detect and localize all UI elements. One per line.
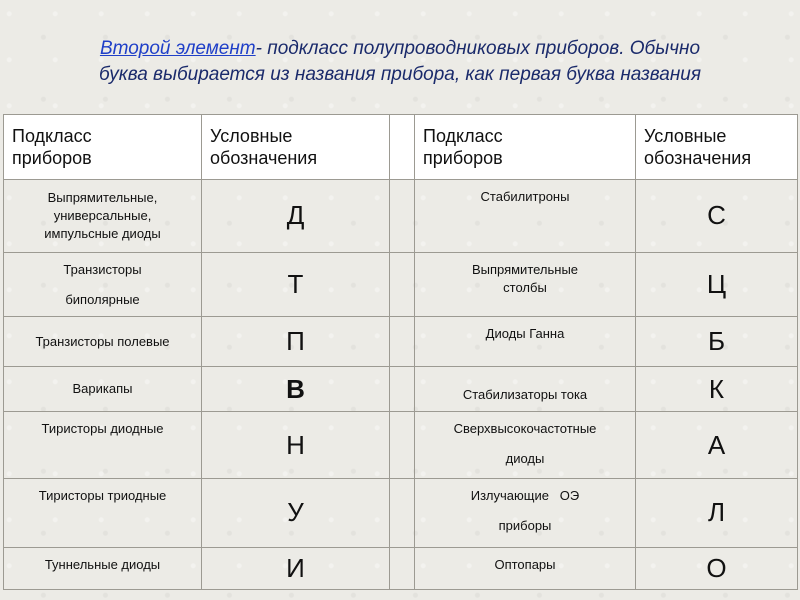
table-row [4,252,798,317]
device-name-line: Туннельные диоды [44,556,161,572]
spacer-cell [390,252,415,317]
device-name-line: Тиристоры диодные [41,421,164,437]
device-code: Ц [636,252,798,317]
device-name-line: столбы [503,279,547,295]
device-name [4,252,202,317]
slide-title [0,36,800,88]
device-code: С [636,180,798,253]
header-text: приборов [423,148,503,168]
header-spacer [390,115,415,180]
device-code: К [636,366,798,411]
device-name-line: Излучающие ОЭ [470,487,580,503]
title-line-1 [0,36,800,62]
device-name [4,547,202,589]
header-subclass-right [415,115,636,180]
device-name [415,180,636,253]
header-text: обозначения [210,148,318,168]
title-line-1-rest: - подкласс полупроводниковых приборов. Обычно [255,38,701,59]
designation-table [3,114,798,590]
device-name [4,478,202,547]
table-row [4,317,798,366]
device-name-line: импульсные диоды [44,225,161,241]
device-name [4,180,202,253]
device-code: А [636,412,798,479]
device-code: В [202,366,390,411]
device-code: О [636,547,798,589]
device-name-line: Выпрямительные, [47,189,158,205]
device-name [4,412,202,479]
device-name-line: приборы [498,517,552,533]
device-name [4,366,202,411]
device-name-line: Оптопары [494,556,556,572]
spacer-cell [390,366,415,411]
device-name-line: Транзисторы полевые [35,333,170,349]
device-name-line: Выпрямительные [471,261,579,277]
device-code: Н [202,412,390,479]
device-name [415,252,636,317]
device-code: Т [202,252,390,317]
table-row [4,366,798,411]
device-name [415,412,636,479]
header-text: Подкласс [12,126,92,146]
header-subclass-left [4,115,202,180]
device-name-line: Варикапы [72,381,133,397]
device-name-line: Тиристоры триодные [38,487,167,503]
device-name [4,317,202,366]
title-link[interactable]: Второй элемент [99,38,256,59]
device-name-line: Транзисторы [63,261,142,277]
spacer-cell [390,317,415,366]
header-text: Условные [644,126,727,146]
device-name-line: Стабилитроны [480,189,570,204]
header-designation-left [202,115,390,180]
table-row [4,478,798,547]
spacer-cell [390,478,415,547]
device-name-line: диоды [505,451,545,467]
header-designation-right [636,115,798,180]
device-code: У [202,478,390,547]
device-code: П [202,317,390,366]
table-row [4,180,798,253]
device-name-line: Сверхвысокочастотные [453,421,597,437]
device-name-line: биполярные [65,291,140,307]
device-name [415,317,636,366]
spacer-cell [390,180,415,253]
spacer-cell [390,547,415,589]
device-code: Л [636,478,798,547]
device-code: Д [202,180,390,253]
table-row [4,547,798,589]
table-row [4,412,798,479]
device-name-line: Диоды Ганна [485,326,565,342]
device-name-line: универсальные, [53,207,152,223]
device-name [415,547,636,589]
device-name-line: Стабилизаторы тока [462,387,588,403]
header-text: обозначения [644,148,752,168]
spacer-cell [390,412,415,479]
title-line-2: буква выбирается из названия прибора, как первая буква названия [98,64,702,85]
device-code: Б [636,317,798,366]
device-code: И [202,547,390,589]
header-text: приборов [12,148,92,168]
device-name [415,478,636,547]
header-text: Подкласс [423,126,503,146]
device-name [415,366,636,411]
header-text: Условные [210,126,293,146]
table-header-row [4,115,798,180]
